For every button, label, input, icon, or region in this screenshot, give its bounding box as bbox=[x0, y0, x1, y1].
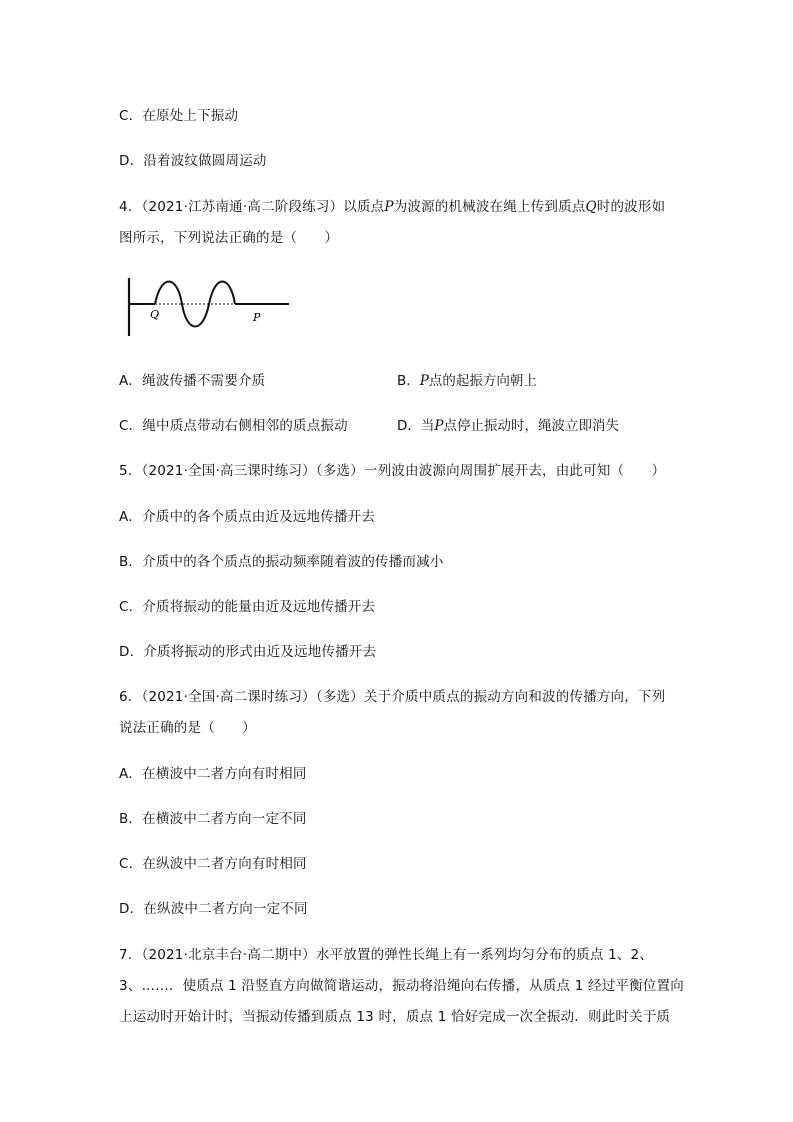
q5-option-d: D．介质将振动的形式由近及远地传播开去 bbox=[119, 644, 377, 660]
q4-option-d-text: 点停止振动时，绳波立即消失 bbox=[443, 418, 619, 434]
q7-line1: 7．（2021·北京丰台·高二期中）水平放置的弹性长绳上有一系列均匀分布的质点 1、2、 bbox=[119, 947, 654, 963]
q6-stem-line1: 6．（2021·全国·高二课时练习）（多选）关于介质中质点的振动方向和波的传播方向，下列 bbox=[119, 689, 666, 705]
q4-option-b bbox=[397, 369, 537, 389]
q3-option-c: C．在原处上下振动 bbox=[119, 108, 239, 124]
q5-stem: 5．（2021·全国·高三课时练习）（多选）一列波由波源向周围扩展开去，由此可知（ ） bbox=[119, 463, 666, 479]
rope-wave-figure bbox=[125, 276, 295, 338]
label-q: Q bbox=[150, 308, 160, 321]
q4-option-a: A．绳波传播不需要介质 bbox=[119, 373, 266, 389]
q6-stem-line2: 说法正确的是（ ） bbox=[119, 720, 256, 736]
q4-option-b-text: 点的起振方向朝上 bbox=[428, 373, 537, 389]
q4-stem-line1 bbox=[119, 195, 665, 215]
q5-option-b: B．介质中的各个质点的振动频率随着波的传播而减小 bbox=[119, 554, 444, 570]
q4-stem-part-b: 为波源的机械波在绳上传到质点 bbox=[393, 199, 586, 215]
q4-option-b-var: P bbox=[419, 373, 429, 389]
q4-option-d-var: P bbox=[434, 418, 444, 434]
q6-option-c: C．在纵波中二者方向有时相同 bbox=[119, 856, 307, 872]
q7-line2: 3、……．使质点 1 沿竖直方向做简谐运动，振动将沿绳向右传播，从质点 1 经过平衡位置向 bbox=[119, 978, 684, 994]
q6-option-b: B．在横波中二者方向一定不同 bbox=[119, 811, 307, 827]
q4-var-p: P bbox=[384, 199, 394, 215]
q6-option-d: D．在纵波中二者方向一定不同 bbox=[119, 901, 308, 917]
label-p: P bbox=[253, 311, 261, 324]
q4-option-c: C．绳中质点带动右侧相邻的质点振动 bbox=[119, 418, 348, 434]
q5-option-a: A．介质中的各个质点由近及远地传播开去 bbox=[119, 509, 376, 525]
q3-option-d: D．沿着波纹做圆周运动 bbox=[119, 153, 267, 169]
q4-stem-part-a: 4．（2021·江苏南通·高二阶段练习）以质点 bbox=[119, 199, 385, 215]
q7-line3: 上运动时开始计时，当振动传播到质点 13 时，质点 1 恰好完成一次全振动．则此时关于质 bbox=[119, 1009, 671, 1025]
q4-var-q: Q bbox=[585, 199, 597, 215]
q5-option-c: C．介质将振动的能量由近及远地传播开去 bbox=[119, 599, 376, 615]
q4-stem-line2: 图所示，下列说法正确的是（ ） bbox=[119, 230, 339, 246]
q6-option-a: A．在横波中二者方向有时相同 bbox=[119, 766, 307, 782]
q4-option-d bbox=[397, 414, 619, 434]
q4-stem-part-c: 时的波形如 bbox=[596, 199, 666, 215]
q4-option-b-prefix: B． bbox=[397, 373, 420, 389]
q4-option-d-prefix: D．当 bbox=[397, 418, 435, 434]
